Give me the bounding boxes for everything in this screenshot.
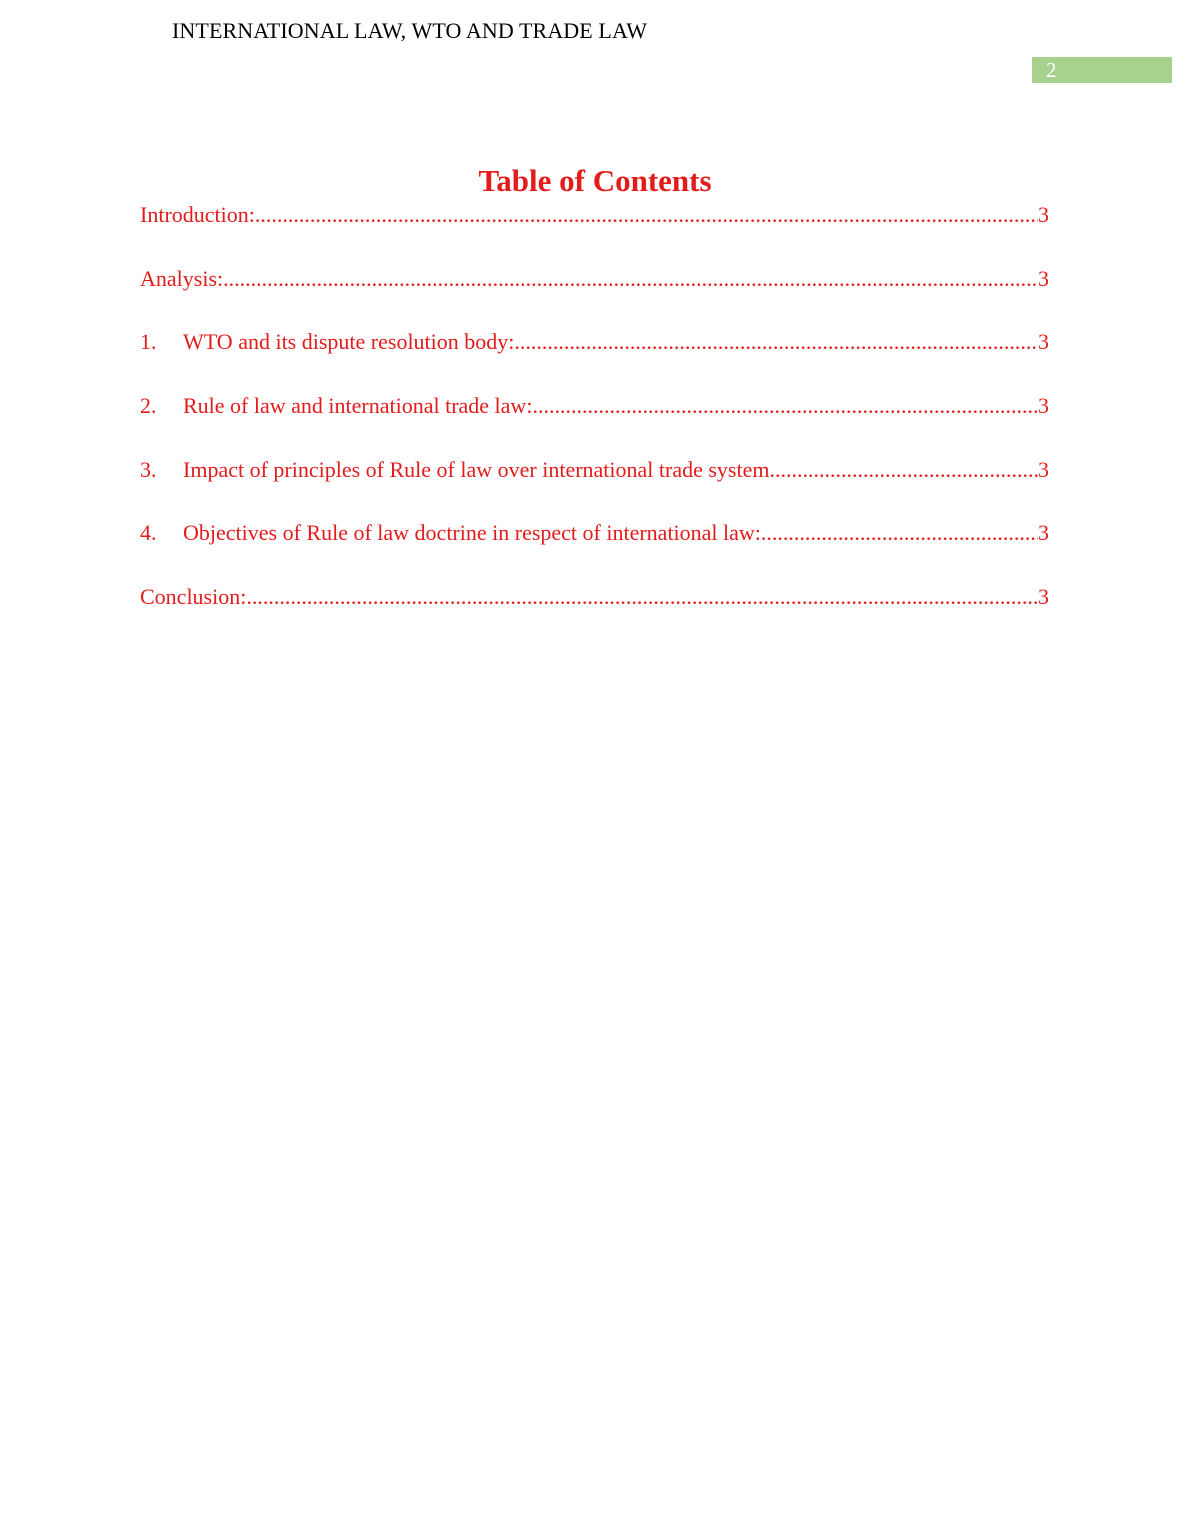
toc-entry-impact-principles[interactable] [140, 456, 1049, 520]
toc-entry-page: 3 [1038, 520, 1049, 546]
page-number-box [1032, 57, 1172, 83]
toc-entry-wto-dispute-body[interactable] [140, 328, 1049, 392]
toc-entry-page: 3 [1038, 584, 1049, 610]
toc-entry-objectives-doctrine[interactable] [140, 519, 1049, 583]
toc-leader-dots [769, 456, 1038, 484]
toc-entry-number: 2. [140, 393, 157, 419]
toc-entry-label: Analysis: [140, 265, 224, 291]
toc-entry-label: Conclusion: [140, 584, 247, 610]
toc-leader-dots [514, 328, 1038, 356]
toc-entry-number: 4. [140, 520, 157, 546]
toc-entry-introduction[interactable] [140, 201, 1049, 265]
toc-entry-page: 3 [1038, 202, 1049, 227]
toc-entry-label: Introduction: [140, 202, 255, 227]
toc-entry-rule-of-law-trade[interactable] [140, 392, 1049, 456]
toc-title: Table of Contents [478, 163, 712, 198]
toc-entry-number: 3. [140, 456, 157, 482]
toc-leader-dots [246, 583, 1038, 611]
toc-entry-label: Impact of principles of Rule of law over international trade system [183, 456, 770, 482]
toc-list [140, 201, 1049, 647]
toc-entry-page: 3 [1038, 329, 1049, 355]
toc-entry-page: 3 [1038, 265, 1049, 291]
running-head: INTERNATIONAL LAW, WTO AND TRADE LAW [172, 18, 648, 43]
toc-entry-number: 1. [140, 329, 157, 355]
page-number: 2 [1046, 58, 1057, 82]
toc-entry-label: Objectives of Rule of law doctrine in respect of international law: [183, 520, 761, 546]
toc-leader-dots [255, 201, 1038, 229]
toc-entry-page: 3 [1038, 393, 1049, 419]
toc-entry-label: WTO and its dispute resolution body: [183, 329, 515, 355]
toc-entry-analysis[interactable] [140, 265, 1049, 329]
toc-entry-conclusion[interactable] [140, 583, 1049, 647]
toc-leader-dots [223, 265, 1038, 293]
toc-entry-page: 3 [1038, 456, 1049, 482]
toc-entry-label: Rule of law and international trade law: [183, 393, 533, 419]
toc-leader-dots [761, 519, 1038, 547]
toc-leader-dots [532, 392, 1038, 420]
